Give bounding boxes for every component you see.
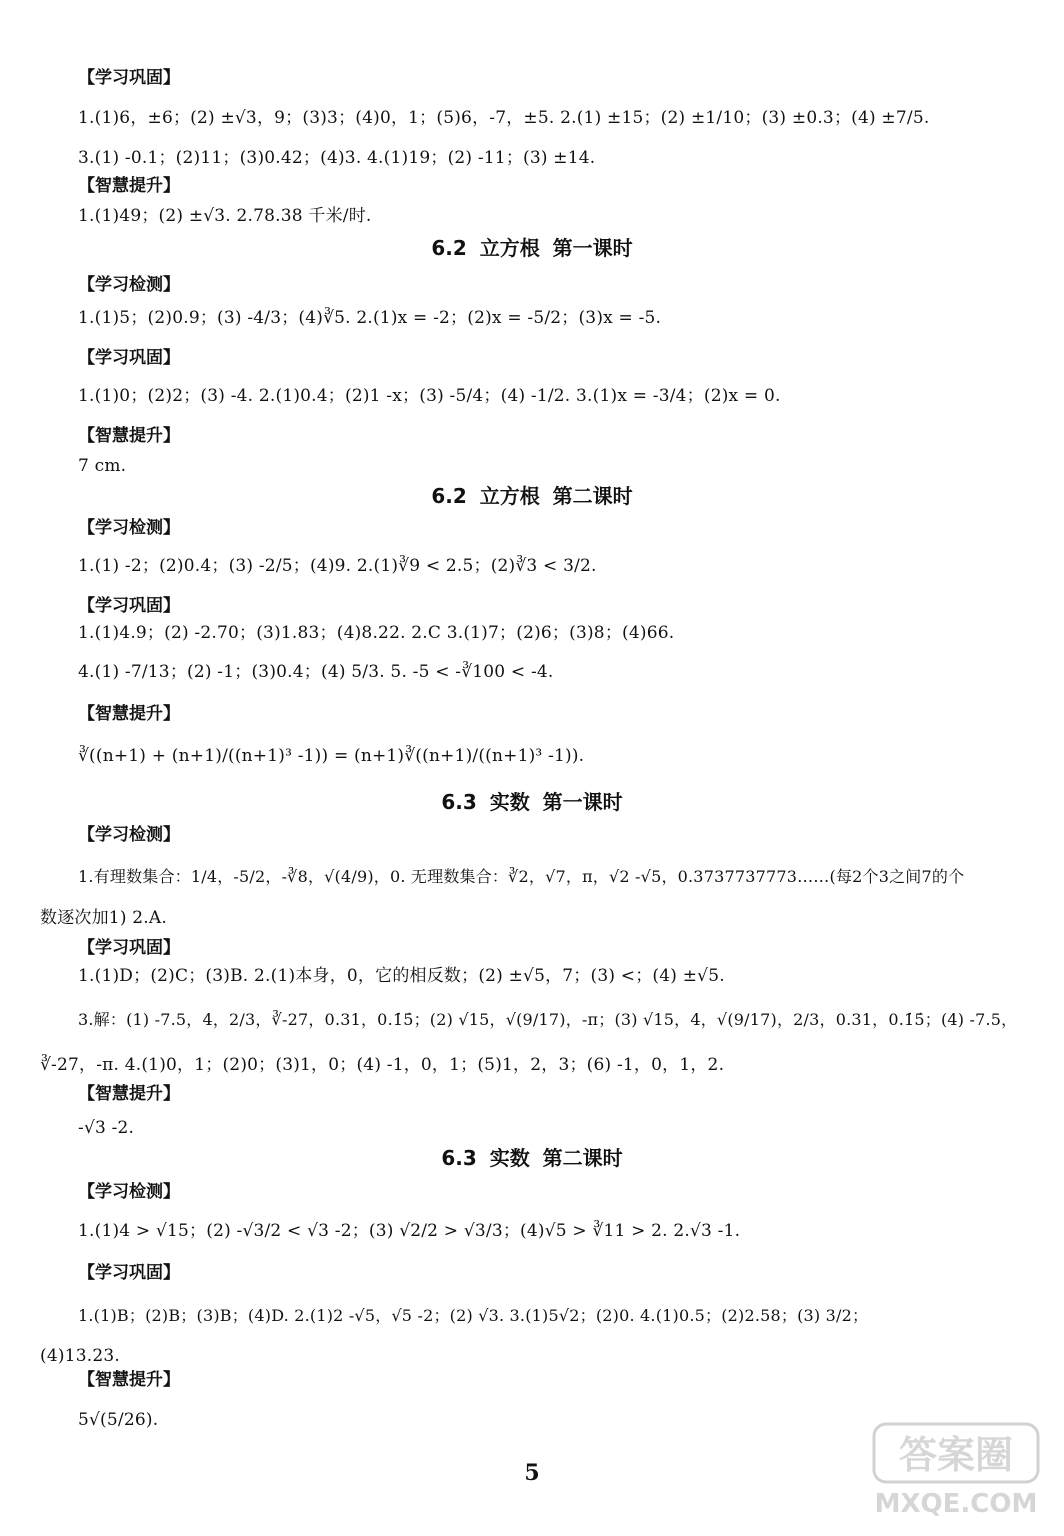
answer-line: 1.(1)49；(2) ±√3. 2.78.38 千米/时.: [78, 206, 372, 226]
section-heading: 【学习巩固】: [78, 68, 180, 88]
section-heading: 【学习巩固】: [78, 348, 180, 368]
answer-line: 4.(1) -7/13；(2) -1；(3)0.4；(4) 5/3. 5. -5 < -∛100 < -4.: [78, 662, 554, 682]
formula-line: ∛((n+1) + (n+1)/((n+1)³ -1)) = (n+1)∛((n+1)/((n+1)³ -1)).: [78, 746, 585, 766]
section-heading: 【智慧提升】: [78, 176, 180, 196]
section-heading: 【学习巩固】: [78, 938, 180, 958]
section-heading: 【学习检测】: [78, 825, 180, 845]
answer-line: 1.有理数集合：1/4，-5/2，-∛8，√(4/9)，0. 无理数集合：∛2，√7，π，√2 -√5，0.3737737773……(每2个3之间7的个: [78, 867, 965, 886]
lesson-title: 6.3 实数 第二课时: [441, 1146, 623, 1170]
answer-line: 数逐次加1) 2.A.: [40, 908, 167, 928]
answer-line: 1.(1)6，±6；(2) ±√3，9；(3)3；(4)0，1；(5)6，-7，±5. 2.(1) ±15；(2) ±1/10；(3) ±0.3；(4) ±7/5.: [78, 108, 930, 128]
section-heading: 【智慧提升】: [78, 704, 180, 724]
section-heading: 【学习检测】: [78, 275, 180, 295]
answer-line: 5√(5/26).: [78, 1410, 159, 1430]
answer-line: 1.(1)0；(2)2；(3) -4. 2.(1)0.4；(2)1 -x；(3) -5/4；(4) -1/2. 3.(1)x = -3/4；(2)x = 0.: [78, 386, 781, 406]
answer-line: 1.(1)B；(2)B；(3)B；(4)D. 2.(1)2 -√5，√5 -2；(2) √3. 3.(1)5√2；(2)0. 4.(1)0.5；(2)2.58；(3) 3/2；: [78, 1306, 869, 1325]
answer-line: 1.(1) -2；(2)0.4；(3) -2/5；(4)9. 2.(1)∛9 < 2.5；(2)∛3 < 3/2.: [78, 556, 597, 576]
watermark-logo: [866, 1414, 1046, 1524]
answer-line: 7 cm.: [78, 456, 127, 476]
answer-line: 3.解：(1) -7.5，4，2/3，∛-27，0.31，0.1̇5̇；(2) √15，√(9/17)，-π；(3) √15，4，√(9/17)，2/3，0.31，0.1̇5̇；(4) -7.5，: [78, 1010, 1018, 1029]
section-heading: 【学习巩固】: [78, 596, 180, 616]
answer-line: 1.(1)4.9；(2) -2.70；(3)1.83；(4)8.22. 2.C 3.(1)7；(2)6；(3)8；(4)66.: [78, 623, 675, 643]
lesson-title: 6.3 实数 第一课时: [441, 790, 623, 814]
watermark-url: MXQE.COM: [874, 1489, 1038, 1519]
watermark-logo-text: 答案圈: [898, 1433, 1014, 1477]
answer-line: 1.(1)5；(2)0.9；(3) -4/3；(4)∛5. 2.(1)x = -2；(2)x = -5/2；(3)x = -5.: [78, 308, 662, 328]
section-heading: 【学习检测】: [78, 1182, 180, 1202]
answer-line: -√3 -2.: [78, 1118, 135, 1138]
answer-line: ∛-27，-π. 4.(1)0，1；(2)0；(3)1，0；(4) -1，0，1；(5)1，2，3；(6) -1，0，1，2.: [40, 1055, 725, 1075]
lesson-title: 6.2 立方根 第一课时: [431, 236, 633, 260]
answer-line: 1.(1)4 > √15；(2) -√3/2 < √3 -2；(3) √2/2 > √3/3；(4)√5 > ∛11 > 2. 2.√3 -1.: [78, 1221, 741, 1241]
section-heading: 【学习检测】: [78, 518, 180, 538]
lesson-title: 6.2 立方根 第二课时: [431, 484, 633, 508]
section-heading: 【智慧提升】: [78, 426, 180, 446]
answer-line: 3.(1) -0.1；(2)11；(3)0.42；(4)3. 4.(1)19；(2) -11；(3) ±14.: [78, 148, 596, 168]
section-heading: 【学习巩固】: [78, 1263, 180, 1283]
page-number: 5: [524, 1460, 540, 1486]
answer-line: 1.(1)D；(2)C；(3)B. 2.(1)本身，0，它的相反数；(2) ±√5，7；(3) <；(4) ±√5.: [78, 966, 725, 986]
section-heading: 【智慧提升】: [78, 1370, 180, 1390]
section-heading: 【智慧提升】: [78, 1084, 180, 1104]
answer-line: (4)13.23.: [40, 1346, 120, 1366]
